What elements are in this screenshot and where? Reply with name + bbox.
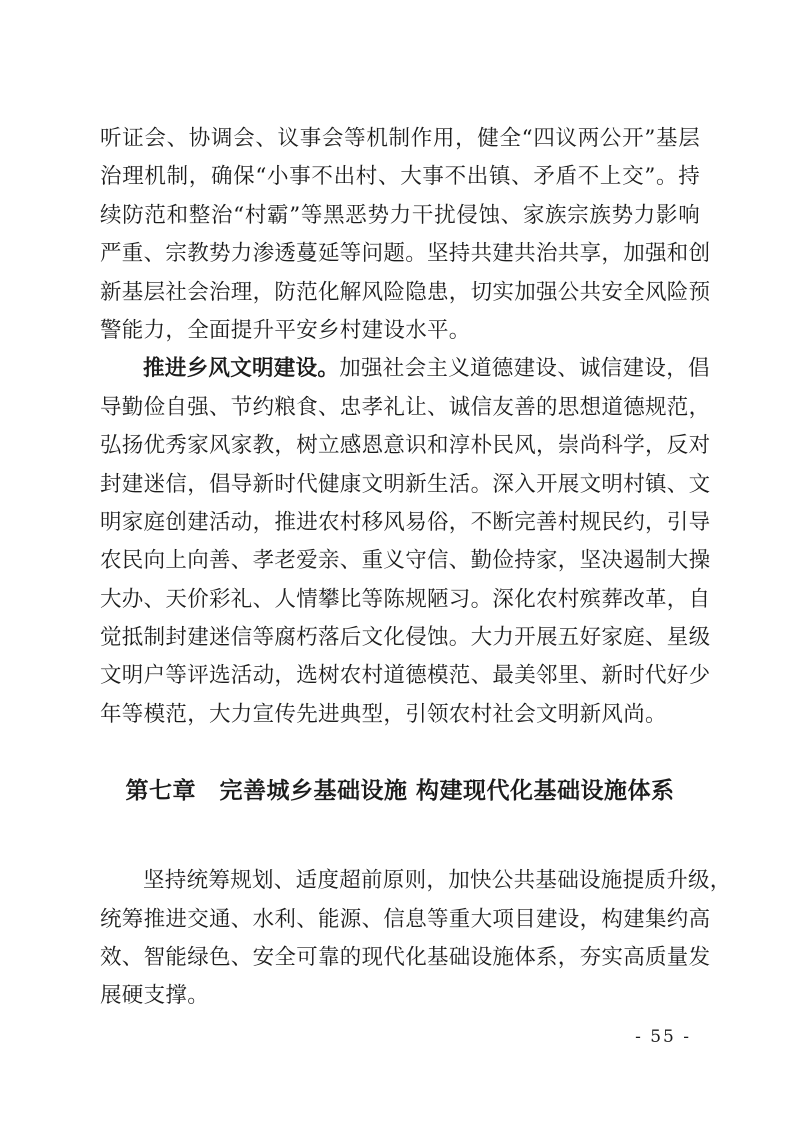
- text-line: 坚持统筹规划、适度超前原则，加快公共基础设施提质升级，: [143, 868, 732, 894]
- text-line: 新基层社会治理，防范化解风险隐患，切实加强公共安全风险预: [100, 279, 711, 305]
- paragraph-lead-bold: 推进乡风文明建设。: [143, 356, 340, 382]
- text-line: 文明户等评选活动，选树农村道德模范、最美邻里、新时代好少: [100, 663, 711, 689]
- text-line: [100, 350, 710, 388]
- chapter-heading: 第七章 完善城乡基础设施 构建现代化基础设施体系: [125, 777, 675, 805]
- text-line: 治理机制，确保“小事不出村、大事不出镇、矛盾不上交”。持: [100, 164, 700, 190]
- text-line: 警能力，全面提升平安乡村建设水平。: [100, 317, 471, 343]
- text-line: 统筹推进交通、水利、能源、信息等重大项目建设，构建集约高: [100, 906, 711, 932]
- paragraph-infrastructure: [100, 862, 732, 1016]
- text-line: 展硬支撑。: [100, 983, 210, 1009]
- text-line: 听证会、协调会、议事会等机制作用，健全“四议两公开”基层: [100, 126, 700, 151]
- paragraph-lead-rest: 加强社会主义道德建设、诚信建设，倡: [339, 356, 710, 382]
- text-line: 明家庭创建活动，推进农村移风易俗，不断完善村规民约，引导: [100, 509, 711, 535]
- text-line: 农民向上向善、孝老爱亲、重义守信、勤俭持家，坚决遏制大操: [100, 548, 711, 574]
- text-line: 导勤俭自强、节约粮食、忠孝礼让、诚信友善的思想道德规范，: [100, 394, 711, 420]
- paragraph-governance: [100, 120, 711, 350]
- text-line: 续防范和整治“村霸”等黑恶势力干扰侵蚀、家族宗族势力影响: [100, 202, 700, 228]
- text-line: 弘扬优秀家风家教，树立感恩意识和淳朴民风，崇尚科学，反对: [100, 433, 711, 459]
- text-line: 大办、天价彩礼、人情攀比等陈规陋习。深化农村殡葬改革，自: [100, 586, 711, 612]
- paragraph-rural-civilization: [100, 350, 711, 734]
- text-line: 封建迷信，倡导新时代健康文明新生活。深入开展文明村镇、文: [100, 471, 711, 497]
- text-line: 效、智能绿色、安全可靠的现代化基础设施体系，夯实高质量发: [100, 945, 711, 971]
- text-line: 觉抵制封建迷信等腐朽落后文化侵蚀。大力开展五好家庭、星级: [100, 625, 711, 651]
- page-number: - 55 -: [635, 1027, 691, 1047]
- text-line: 严重、宗教势力渗透蔓延等问题。坚持共建共治共享，加强和创: [100, 241, 711, 267]
- text-line: 年等模范，大力宣传先进典型，引领农村社会文明新风尚。: [100, 701, 667, 727]
- page-body-text: [100, 120, 732, 1016]
